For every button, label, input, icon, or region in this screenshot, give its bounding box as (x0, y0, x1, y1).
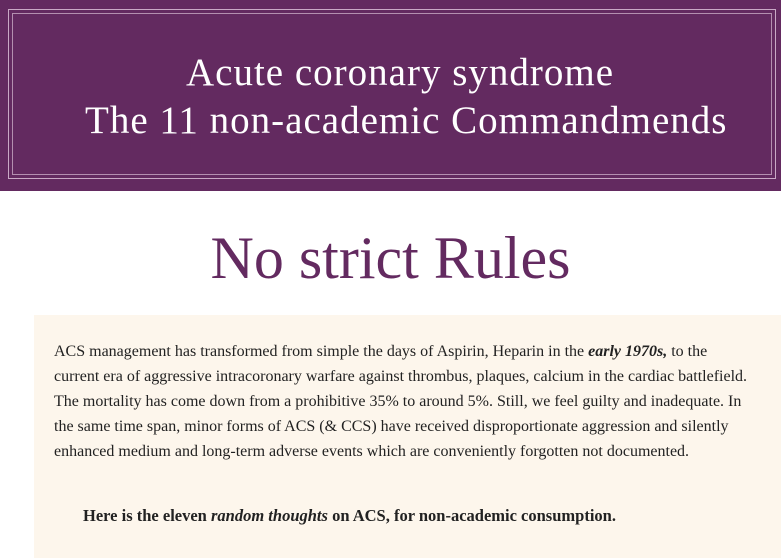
banner-title-line1: Acute coronary syndrome (185, 51, 615, 94)
intro-emphasis: early 1970s, (588, 343, 668, 360)
title-banner (0, 0, 781, 191)
intro-text-part2: to the current era of aggressive intracoronary warfare against thrombus, plaques, calcium in the cardiac battlefield. The mortality has come down from a prohibitive 35% to around 5%. Still, we feel guilty and inadequate. In the same time span, minor forms of ACS (& CCS) have received disproportionate aggression and silently enhanced medium and long-term adverse events which are conveniently forgotten not documented. (54, 343, 748, 460)
intro-paragraph (54, 339, 754, 464)
banner-title-line2: The 11 non-academic Commandmends (85, 99, 728, 142)
tagline (83, 506, 616, 526)
tagline-part1: Here is the eleven (83, 506, 211, 525)
intro-text-part1: ACS management has transformed from simple the days of Aspirin, Heparin in the (54, 343, 589, 360)
section-heading: No strict Rules (210, 225, 571, 291)
tagline-part2: on ACS, for non-academic consumption. (327, 506, 616, 525)
intro-box (34, 315, 781, 558)
tagline-emphasis: random thoughts (211, 506, 328, 525)
